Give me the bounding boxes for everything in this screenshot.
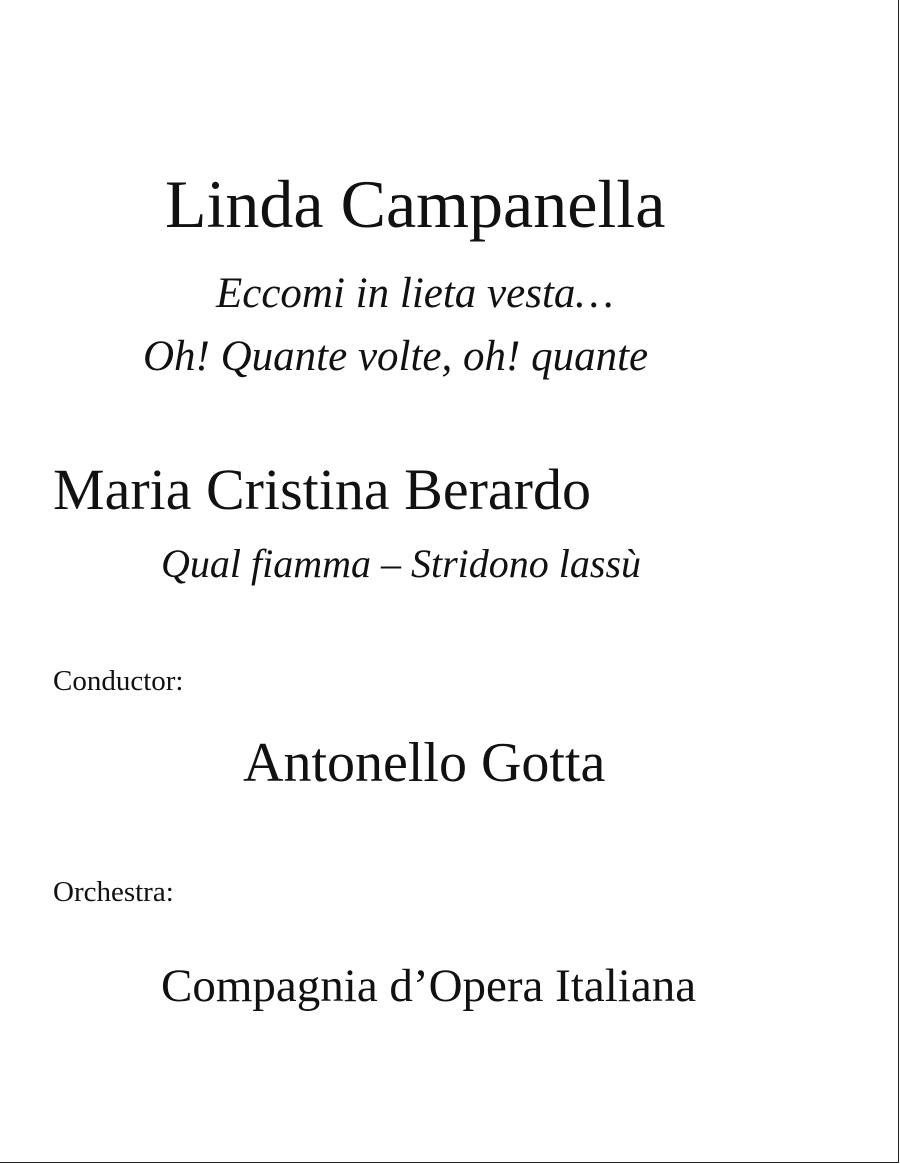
performer-name: Linda Campanella [165,166,666,242]
conductor-name: Antonello Gotta [243,732,606,794]
aria-title: Oh! Quante volte, oh! quante [143,333,649,380]
conductor-label: Conductor: [53,665,184,697]
orchestra-label: Orchestra: [53,876,174,908]
orchestra-name: Compagnia d’Opera Italiana [161,960,697,1012]
aria-title: Qual fiamma – Stridono lassù [161,541,642,586]
performer-name: Maria Cristina Berardo [53,457,591,522]
aria-title: Eccomi in lieta vesta… [216,270,614,317]
